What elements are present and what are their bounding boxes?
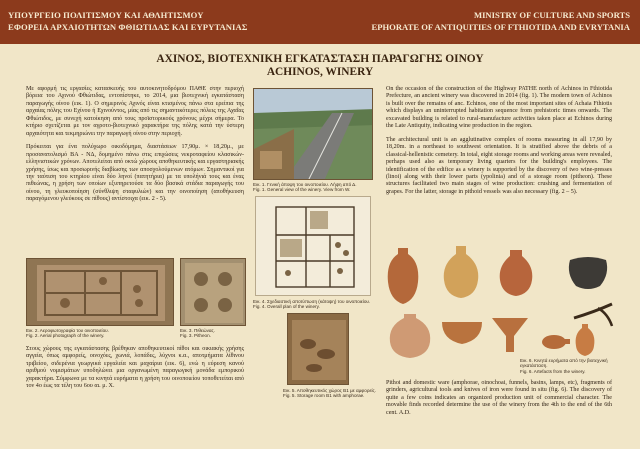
- english-paragraph-1: On the occasion of the construction of the Highway PATHE north of Achinos in Fthiotida Prefecture, an ancient winery was discovered in 2014 (fig. 1). The modern town of Achinos is built over the remains of anc. Echinos, one of the most important sites of Achaia Fthiotis which displays an uninterrupted habitation sequence from prehistoric times onwards. The excavated building is related to rural-manufacture activities taken place at Echinos during the Late Antiquity, indicating wine production in the region.: [386, 86, 612, 130]
- figure-2-caption-greek: Εικ. 2. Αεροφωτογραφία του οινοποιείου.: [26, 328, 109, 333]
- page-title: [0, 53, 640, 79]
- figure-5-caption: [283, 388, 379, 399]
- pitheon-photo-graphic: [181, 259, 246, 326]
- english-paragraph-2: The architectural unit is an agglutinative complex of rooms measuring in all 17,90 by 18,20m. in a northeast to southwest orientation. It is stratified above the debris of a classical-hellenistic cemetery. In total, eight storage rooms and working areas were revealed, perhaps used also as temporary living quarters for the building's employees. The identification of the edifice as a winery is supported by the discovery of two wine-presses (linoi) along with their lower parts (ypolinia) and of a storage room (pitheon). These structures facilitated two main stages of wine production: crushing and fermentation of grapes. For the latter, storage in pithoid vessels was also necessary (fig. 2 – 5).: [386, 136, 612, 195]
- header-english: [371, 9, 630, 33]
- figure-1-caption: [253, 182, 377, 193]
- amphora-icon: [388, 248, 419, 304]
- figure-5-caption-greek: Εικ. 5. Αποθηκευτικός χώρος Β1 με αμφορείς.: [283, 388, 377, 393]
- header-english-ephorate: EPHORATE OF ANTIQUITIES OF FTHIOTIDA AND EVRYTANIA: [371, 22, 630, 32]
- figure-3-caption-english: Fig. 3. Pitheon.: [180, 333, 211, 339]
- figure-5-caption-english: Fig. 5. Storage room B1 with amphorae.: [283, 393, 365, 399]
- header-english-ministry: MINISTRY OF CULTURE AND SPORTS: [473, 10, 630, 20]
- jug-icon: [444, 246, 479, 298]
- general-view-graphic: [254, 89, 373, 180]
- figure-4-caption-greek: Εικ. 4. Σχεδιαστική αποτύπωση (κάτοψη) του οινοποιείου.: [253, 299, 371, 304]
- funnel-icon: [492, 318, 528, 352]
- pitcher-icon: [500, 250, 533, 296]
- figure-5-storage-room-photo: [287, 313, 349, 385]
- figure-2-caption: [26, 328, 176, 339]
- figure-6-caption-english: Fig. 6. Artefacts from the winery.: [520, 368, 586, 374]
- aerial-photo-graphic: [27, 259, 174, 326]
- figure-3-pitheon-photo: [180, 258, 246, 326]
- greek-text-column: [26, 86, 244, 210]
- english-text-bottom: [386, 380, 612, 423]
- plan-drawing-graphic: [256, 197, 371, 296]
- greek-paragraph-3: Στους χώρους της εγκατάστασης βρέθηκαν αποθηκευτικοί πίθοι και οικιακής χρήσης αγγεία, όπως αμφορείς, οινοχόες, χωνιά, λοπάδες, λύχνοι κ.α., αποτμήματα λίθινου τριβείου, σιδερένια γεωργικά εργαλεία και μαχαίρια (εικ. 6), ενώ η εύρεση κανού αριθμού νομισμάτων υποδηλώνει μια οργανωμένη παραγωγική μονάδα εμπορικού χαρακτήρα. Σύμφωνα με τα κινητά ευρήματα η χρήση του οινοποιείου τοποθετείται από τον 4ο έως τα τέλη του 6ου αι. μ. Χ.: [26, 346, 244, 390]
- basin-icon: [442, 322, 482, 344]
- title-english: ACHINOS, WINERY: [266, 66, 374, 78]
- figure-4-plan-drawing: [255, 196, 371, 296]
- figure-2-aerial-photo: [26, 258, 174, 326]
- figure-3-caption: [180, 328, 250, 339]
- greek-paragraph-2: Πρόκειται για ένα πολύχωρο οικοδόμημα, διαστάσεων 17,90μ. × 18,20μ., με προσανατολισμό ΒΑ - ΝΔ, δομημένο πάνω στις επιχώσεις νεκροταφείου κλασικών-ελληνιστικών χρόνων. Αποτελείται από οκτώ χώρους αποθηκευτικής και εργαστηριακής χρήσης, ίσως και προσωρινής διαβίωσης των αποσχολούμενων ατόμων. Σημαντικοί για την ταύτιση του κτηρίου είναι δύο ληνοί (πατητήρια) με τα υπολήνιά τους και ένας πιθεώνας, η χρήση των οποίων εξυπηρετούσε τα δύο βασικά στάδια παραγωγής του οίνου, τη γλευκοποίηση (σύνθλιψη σταφυλιών) και την οινοποίηση (αποθήκευση παραγόμενου γλεύκους σε πίθους) αντίστοιχα (εικ. 2 - 5).: [26, 144, 244, 203]
- jar-icon: [390, 314, 430, 358]
- figure-1-caption-english: Fig. 1. General view of the winery. View from W.: [253, 187, 351, 193]
- english-paragraph-3: Pithoi and domestic ware (amphorae, oinochoai, funnels, basins, lamps, etc), fragments of grinders, agricultural tools and knives of iron were found in situ (fig. 6). The discovery of quite a few coins indicates an organized production unit of commercial character. The movable finds recorded determine the use of the winery from the 4th to the end of the 6th cent. A.D.: [386, 380, 612, 416]
- figure-4-caption: [253, 299, 377, 310]
- figure-6-caption: [520, 358, 620, 374]
- title-greek: ΑΧΙΝΟΣ, ΒΙΟΤΕΧΝΙΚΗ ΕΓΚΑΤΑΣΤΑΣΗ ΠΑΡΑΓΩΓΗΣ ΟΙΝΟΥ: [156, 53, 484, 65]
- figure-1-general-view-photo: [253, 88, 373, 180]
- figure-4-caption-english: Fig. 4. Overall plan of the winery.: [253, 304, 320, 310]
- figure-6-caption-greek: Εικ. 6. Κινητά ευρήματα από την βιοτεχνική εγκατάσταση.: [520, 358, 608, 369]
- cooking-pot-icon: [569, 257, 607, 289]
- small-jug-icon: [576, 324, 595, 356]
- header-banner: [0, 0, 640, 44]
- figure-1-caption-greek: Εικ. 1. Γενική άποψη του οινοποιείου. Λήψη από Δ.: [253, 182, 357, 187]
- english-text-column: [386, 86, 612, 202]
- header-greek-ministry: ΥΠΟΥΡΓΕΙΟ ΠΟΛΙΤΙΣΜΟΥ ΚΑΙ ΑΘΛΗΤΙΣΜΟΥ: [8, 10, 204, 20]
- header-greek-ephorate: ΕΦΟΡΕΙΑ ΑΡΧΑΙΟΤΗΤΩΝ ΦΘΙΩΤΙΔΑΣ ΚΑΙ ΕΥΡΥΤΑΝΙΑΣ: [8, 22, 248, 32]
- greek-paragraph-1: Με αφορμή τις εργασίες κατασκευής του αυτοκινητοδρόμου ΠΑΘΕ στην περιοχή βόρεια του Αχινού Φθιώτιδας, εντοπίστηκε, το 2014, μια βιοτεχνική εγκατάσταση παραγωγής οίνου (εικ. 1). Ο σημερινός Αχινός είναι κτισμένος πάνω στα ερείπια της αρχαίας πόλης του Εχίνου ή Εχινούντος, μίας από τις σημαντικότερες πόλεις της Αχαΐας Φθιώτιδος, με συνεχή κατοίκηση από τους προϊστορικούς χρόνους μέχρι σήμερα. Το κτήριο σχετίζεται με τον αγροτο-βιοτεχνικό χαρακτήρα της πόλης κατά την ύστερη αρχαιότητα και τεκμηριώνει την παραγωγή οίνου στην περιοχή.: [26, 86, 244, 137]
- figure-2-caption-english: Fig. 2. Aerial photograph of the winery.: [26, 333, 105, 339]
- figure-3-caption-greek: Εικ. 3. Πιθεώνας.: [180, 328, 216, 333]
- greek-text-bottom: [26, 346, 244, 397]
- header-greek: [8, 9, 248, 33]
- lamp-icon: [542, 335, 570, 349]
- storage-room-graphic: [288, 314, 349, 385]
- iron-tool-icon: [574, 304, 612, 326]
